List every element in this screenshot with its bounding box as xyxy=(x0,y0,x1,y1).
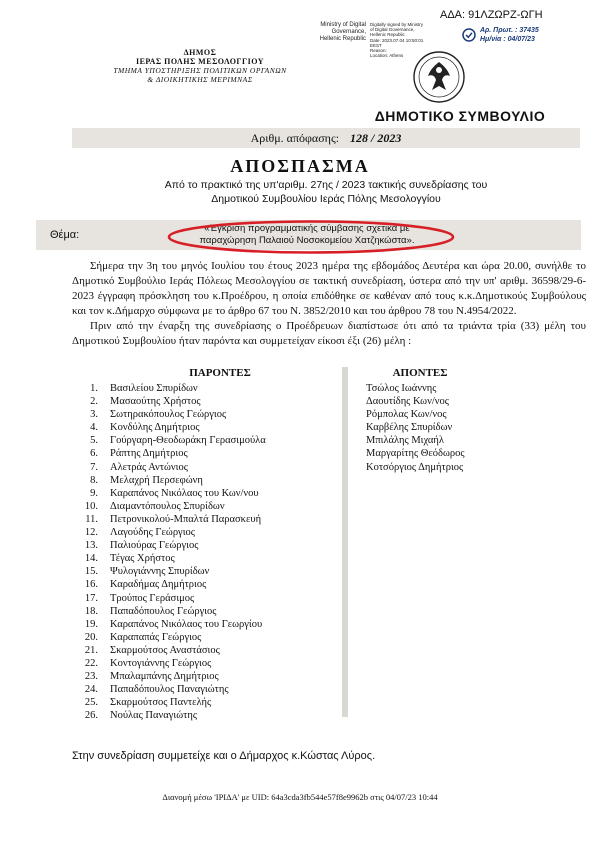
absent-member: Ρόμπολας Κων/νος xyxy=(366,409,447,421)
ada-number: ΑΔΑ: 91ΛΖΩΡΖ-ΩΓΗ xyxy=(440,9,543,21)
member-name: Βασιλείου Σπυρίδων xyxy=(110,383,198,394)
subject-text: «Έγκριση προγραμματικής σύμβασης σχετικά με παραχώρηση Παλαιού Νοσοκομείου Χατζηκώστα». xyxy=(199,223,415,246)
present-list xyxy=(68,382,338,722)
member-number: 1. xyxy=(90,383,98,394)
present-member xyxy=(68,474,338,487)
present-member xyxy=(68,631,338,644)
present-heading: ΠΑΡΟΝΤΕΣ xyxy=(189,367,251,379)
member-name: Σκαρμούτσος Παντελής xyxy=(110,697,212,709)
member-number: 12. xyxy=(84,527,98,539)
member-name: Διαμαντόπουλος Σπυρίδων xyxy=(110,500,225,512)
absent-member: Μπιλάλης Μιχαήλ xyxy=(366,435,445,447)
member-number: 18. xyxy=(84,605,98,617)
absent-member: Κοτσόργιος Δημήτριος xyxy=(366,461,464,473)
present-member xyxy=(68,513,338,526)
signature-details: Digitally signed by Ministry of Digital Governance, Hellenic Republic Date: 2023.07.04 10:50:01 EEST Reason: Location: Athens xyxy=(370,22,424,59)
distribution-line: Διανομή μέσω 'ΙΡΙΔΑ' με UID: 64a3cda3fb544e57f8e9962b στις 04/07/23 10:44 xyxy=(162,792,438,802)
member-name: Τέγας Χρήστος xyxy=(110,553,175,565)
present-member xyxy=(68,578,338,591)
decision-number-bar xyxy=(72,128,580,148)
decision-number: 128 / 2023 xyxy=(350,131,402,145)
protocol-date: Ημ/νία : 04/07/23 xyxy=(480,36,535,43)
absent-member: Δαουτίδης Κων/νος xyxy=(366,396,449,408)
present-member xyxy=(68,592,338,605)
member-name: Σωτηρακόπουλος Γεώργιος xyxy=(110,409,227,421)
member-number: 10. xyxy=(84,500,98,512)
member-name: Καραδήμας Δημήτριος xyxy=(110,579,207,591)
member-number: 5. xyxy=(90,435,98,447)
present-member xyxy=(68,447,338,460)
member-number: 3. xyxy=(90,409,98,421)
decision-label: Αριθμ. απόφασης: xyxy=(250,131,340,145)
member-number: 16. xyxy=(84,579,98,591)
member-name: Παλιούρας Γεώργιος xyxy=(110,540,199,552)
present-member xyxy=(68,487,338,500)
present-member xyxy=(68,526,338,539)
registry-stamp xyxy=(480,26,539,44)
member-name: Γούργαρη-Θεοδωράκη Γερασιμούλα xyxy=(110,435,266,447)
present-member xyxy=(68,605,338,618)
present-member xyxy=(68,434,338,447)
member-number: 7. xyxy=(90,461,98,473)
member-name: Καραπάνος Νικόλαος του Γεωργίου xyxy=(110,618,263,630)
body-paragraph-2: Πριν από την έναρξη της συνεδρίασης ο Προέδρευων διαπίστωσε ότι από τα τριάντα τρία (33) μέλη του Δημοτικού Συμβουλίου ήταν παρόντα και συμμετείχαν είκοσι έξι (26) μέλη : xyxy=(72,320,586,347)
absent-member: Τσώλος Ιωάννης xyxy=(366,383,437,394)
present-member xyxy=(68,552,338,565)
present-member xyxy=(68,461,338,474)
body-paragraph-1: Σήμερα την 3η του μηνός Ιουλίου του έτους 2023 ημέρα της εβδομάδος Δευτέρα και ώρα 20.00, συνήλθε το Δημοτικό Συμβούλιο Ιεράς Πόλεως Μεσολογγίου σε τακτική συνεδρίαση, ύστερα από την υπ' αριθμ. 36598/29-6-2023 έγγραφη πρόσκληση του κ.Προέδρου, η οποία επιδόθηκε σε καθέναν από τους κ.κ.Δημοτικούς Συμβούλους και τον κ.Δήμαρχο σύμφωνα με το άρθρο 67 του Ν. 3852/2010 και του άρθρου 78 του Ν.4954/2022. xyxy=(72,260,586,317)
member-name: Μασαούτης Χρήστος xyxy=(110,396,201,408)
member-number: 15. xyxy=(84,566,98,578)
member-name: Λαγούδης Γεώργιος xyxy=(110,527,195,539)
highlight-oval xyxy=(166,219,456,260)
member-number: 9. xyxy=(90,487,98,499)
mayor-line: Στην συνεδρίαση συμμετείχε και ο Δήμαρχος κ.Κώστας Λύρος. xyxy=(72,750,376,762)
member-number: 4. xyxy=(90,422,98,434)
member-name: Πετρονικολού-Μπαλτά Παρασκευή xyxy=(110,513,262,525)
present-member xyxy=(68,500,338,513)
present-member xyxy=(68,395,338,408)
member-number: 25. xyxy=(84,697,98,709)
subject-label: Θέμα: xyxy=(50,229,80,241)
present-member xyxy=(68,683,338,696)
member-number: 2. xyxy=(90,396,98,408)
member-name: Μπαλαμπάνης Δημήτριος xyxy=(110,671,219,683)
member-number: 6. xyxy=(90,448,98,460)
member-name: Ψυλογιάννης Σπυρίδων xyxy=(110,566,210,578)
present-member xyxy=(68,696,338,709)
member-number: 24. xyxy=(84,684,98,696)
member-number: 11. xyxy=(85,513,98,525)
absent-member: Μαργαρίτης Θεόδωρος xyxy=(366,448,465,460)
present-member xyxy=(68,709,338,722)
member-number: 17. xyxy=(84,592,98,604)
member-name: Ράπτης Δημήτριος xyxy=(110,448,188,460)
column-divider xyxy=(342,367,348,717)
present-member xyxy=(68,565,338,578)
intro-text: Από το πρακτικό της υπ'αριθμ. 27ης / 2023 τακτικής συνεδρίασης του Δημοτικού Συμβουλίου Ιεράς Πόλης Μεσολογγίου xyxy=(164,179,488,205)
member-name: Αλετράς Αντώνιος xyxy=(110,461,188,473)
member-number: 22. xyxy=(84,657,98,669)
present-member xyxy=(68,670,338,683)
member-name: Κοντογιάννης Γεώργιος xyxy=(110,657,212,669)
member-number: 23. xyxy=(84,671,98,683)
member-name: Καραπαπάς Γεώργιος xyxy=(110,631,202,643)
absent-heading: ΑΠΟΝΤΕΣ xyxy=(392,367,448,379)
member-number: 13. xyxy=(84,540,98,552)
signature-signer: Ministry of Digital Governance, Hellenic Republic xyxy=(319,22,366,42)
member-number: 20. xyxy=(84,631,98,643)
protocol-number: Αρ. Πρωτ. : 37435 xyxy=(480,27,539,34)
member-name: Νούλας Παναγιώτης xyxy=(110,710,197,722)
member-name: Καραπάνος Νικόλαος του Κων/νου xyxy=(110,487,259,499)
present-member xyxy=(68,421,338,434)
member-name: Μελαχρή Περσεφώνη xyxy=(110,474,203,486)
municipality-header: ΔΗΜΟΣ ΙΕΡΑΣ ΠΟΛΗΣ ΜΕΣΟΛΟΓΓΙΟΥ ΤΜΗΜΑ ΥΠΟΣΤΗΡΙΞΗΣ ΠΟΛΙΤΙΚΩΝ ΟΡΓΑΝΩΝ & ΔΙΟΙΚΗΤΙΚΗΣ ΜΕΡΙΜΝΑΣ xyxy=(113,48,287,84)
minutes-body xyxy=(72,259,586,349)
member-number: 19. xyxy=(84,618,98,630)
present-member xyxy=(68,382,338,395)
member-number: 14. xyxy=(84,553,98,565)
member-number: 8. xyxy=(90,474,98,486)
present-member xyxy=(68,618,338,631)
member-name: Σκαρμούτσος Αναστάσιος xyxy=(110,644,220,656)
absent-list xyxy=(366,382,566,474)
registry-icon xyxy=(462,28,476,47)
council-title: ΔΗΜΟΤΙΚΟ ΣΥΜΒΟΥΛΙΟ xyxy=(374,108,546,124)
present-member xyxy=(68,657,338,670)
municipal-emblem-icon xyxy=(412,50,466,109)
absent-member: Καρβέλης Σπυρίδων xyxy=(366,422,453,434)
present-member xyxy=(68,408,338,421)
present-member xyxy=(68,539,338,552)
document-title: ΑΠΟΣΠΑΣΜΑ xyxy=(230,156,370,176)
member-number: 21. xyxy=(84,644,98,656)
member-name: Τρούπος Γεράσιμος xyxy=(110,592,195,604)
member-name: Παπαδόπουλος Παναγιώτης xyxy=(110,684,229,696)
present-member xyxy=(68,644,338,657)
member-number: 26. xyxy=(84,710,98,722)
member-name: Κονδύλης Δημήτριος xyxy=(110,422,200,434)
member-name: Παπαδόπουλος Γεώργιος xyxy=(110,605,217,617)
